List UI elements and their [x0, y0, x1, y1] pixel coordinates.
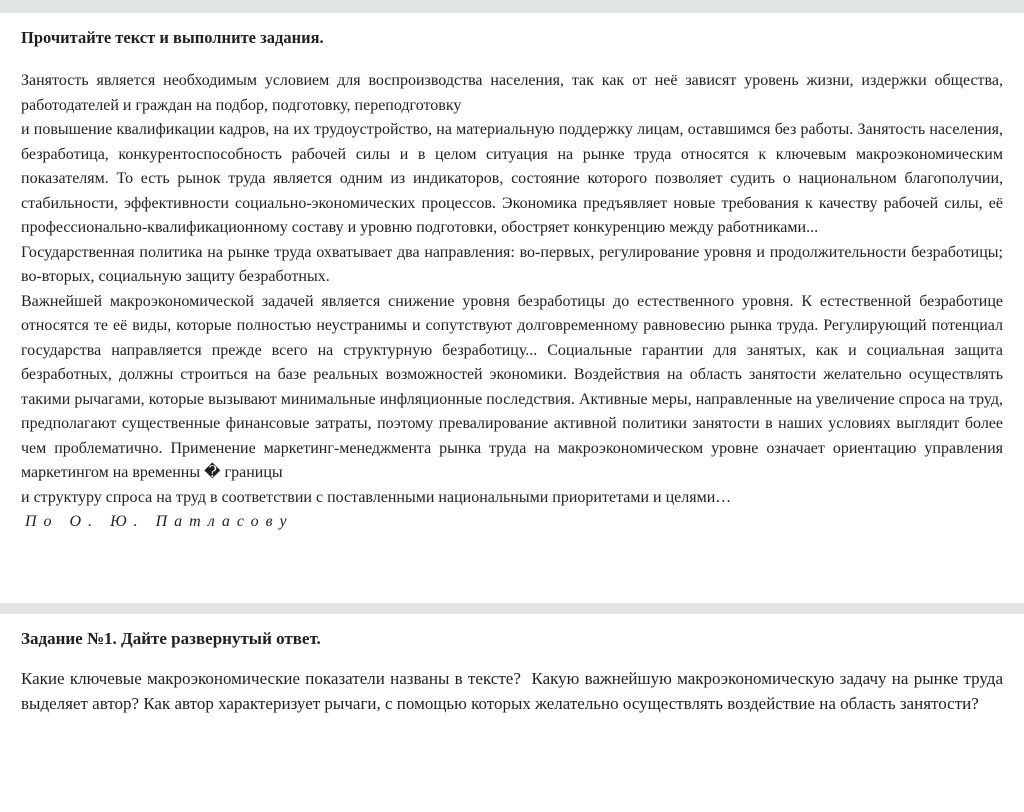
top-separator-band [0, 0, 1024, 13]
text-paragraph-4: Важнейшей макроэкономической задачей является снижение уровня безработицы до естественного уровня. К естественной безработице относятся те её виды, которые полностью неустранимы и сопутствуют долговременному равновесию рынка труда. Регулирующий потенциал государства направляется прежде всего на структурную безработицу... Социальные гарантии для занятых, как и социальная защита безработных, должны строиться на базе реальных возможностей экономики. Воздействия на область занятости желательно осуществлять такими рычагами, которые вызывают минимальные инфляционные последствия. Активные меры, направленные на увеличение спроса на труд, предполагают существенные финансовые затраты, поэтому превалирование активной политики занятости в наших условиях выглядит более чем проблематично. Применение маркетинг-менеджмента рынка труда на макроэкономическом уровне означает ориентацию управления маркетингом на временны � границы [21, 292, 1003, 481]
task-section [0, 614, 1024, 717]
text-paragraph-2: и повышение квалификации кадров, на их трудоустройство, на материальную поддержку лицам, оставшимся без работы. Занятость населения, безработица, конкурентоспособность рабочей силы и в целом ситуация на рынке труда относятся к ключевым макроэкономическим показателям. То есть рынок труда является одним из индикаторов, состояние которого позволяет судить о национальном благополучии, стабильности, эффективности социально-экономических процессов. Экономика предъявляет новые требования к качеству рабочей силы, её профессионально-квалификационному составу и уровню подготовки, обостряет конкуренцию между работниками... [21, 121, 1003, 236]
instruction-heading: Прочитайте текст и выполните задания. [21, 28, 324, 47]
task-question: Какие ключевые макроэкономические показатели названы в тексте? Какую важнейшую макроэкономическую задачу на рынке труда выделяет автор? Как автор характеризует рычаги, с помощью которых желательно осуществлять воздействие на область занятости? [21, 668, 1003, 713]
text-paragraph-1: Занятость является необходимым условием для воспроизводства населения, так как от неё зависят уровень жизни, издержки общества, работодателей и граждан на подбор, подготовку, переподготовку [21, 72, 1003, 114]
reading-text-section [0, 13, 1024, 603]
author-attribution: По О. Ю. Патласову [25, 513, 294, 530]
section-separator-band [0, 603, 1024, 614]
text-paragraph-3: Государственная политика на рынке труда охватывает два направления: во-первых, регулирование уровня и продолжительности безработицы; во-вторых, социальную защиту безработных. [21, 243, 1003, 285]
task-heading: Задание №1. Дайте развернутый ответ. [21, 628, 321, 648]
text-paragraph-5: и структуру спроса на труд в соответствии с поставленными национальными приоритетами и целями… [21, 488, 732, 506]
